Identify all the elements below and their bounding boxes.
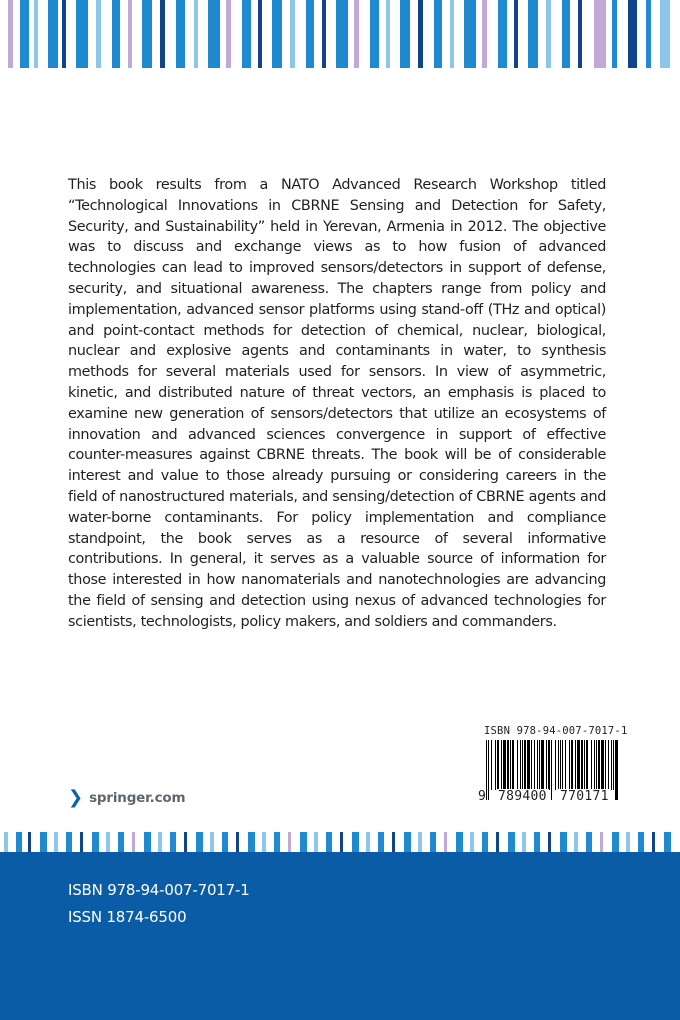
- stripe: [290, 0, 295, 68]
- barcode-bar: [527, 740, 530, 790]
- footer-issn: ISSN 1874-6500: [68, 908, 187, 926]
- stripe: [314, 832, 318, 852]
- stripe: [418, 0, 423, 68]
- stripe: [496, 832, 499, 852]
- barcode-bar: [510, 740, 511, 790]
- stripe: [4, 832, 8, 852]
- barcode-bar: [551, 740, 552, 800]
- barcode-bar: [560, 740, 561, 790]
- stripe: [62, 0, 66, 68]
- lower-stripe-band: [0, 832, 680, 852]
- stripe: [326, 832, 332, 852]
- stripe: [514, 0, 518, 68]
- barcode-bar: [575, 740, 576, 790]
- stripe: [80, 832, 83, 852]
- stripe: [418, 832, 422, 852]
- stripe: [508, 832, 515, 852]
- stripe: [258, 0, 262, 68]
- barcode-bar: [596, 740, 597, 790]
- stripe: [464, 0, 476, 68]
- stripe: [546, 0, 551, 68]
- footer-isbn: ISBN 978-94-007-7017-1: [68, 881, 250, 899]
- stripe: [272, 0, 282, 68]
- stripe: [118, 832, 124, 852]
- barcode-bar: [507, 740, 509, 790]
- stripe: [482, 0, 487, 68]
- stripe: [262, 832, 266, 852]
- stripe: [306, 0, 314, 68]
- stripe: [176, 0, 185, 68]
- stripe: [222, 832, 228, 852]
- stripe: [638, 832, 644, 852]
- stripe: [378, 832, 384, 852]
- stripe: [434, 0, 442, 68]
- stripe: [170, 832, 176, 852]
- barcode-bar: [517, 740, 518, 790]
- barcode-bar: [537, 740, 538, 790]
- stripe: [96, 0, 101, 68]
- stripe: [450, 0, 454, 68]
- stripe: [594, 0, 606, 68]
- barcode-bar: [548, 740, 550, 790]
- barcode-digit-first: 9: [478, 789, 487, 804]
- stripe: [534, 832, 540, 852]
- barcode-bar: [601, 740, 604, 790]
- stripe: [112, 0, 120, 68]
- barcode-bar: [565, 740, 566, 790]
- stripe: [528, 0, 538, 68]
- top-stripe-band: [0, 0, 680, 68]
- stripe: [612, 0, 617, 68]
- barcode-bar: [571, 740, 573, 790]
- barcode-bar: [613, 740, 614, 790]
- barcode-bar: [558, 740, 559, 790]
- barcode-bar: [546, 740, 547, 790]
- stripe: [300, 832, 307, 852]
- stripe: [16, 832, 22, 852]
- barcode-bar: [584, 740, 585, 790]
- stripe: [430, 832, 436, 852]
- stripe: [660, 0, 670, 68]
- stripe: [444, 832, 447, 852]
- stripe: [48, 0, 58, 68]
- stripe: [92, 832, 99, 852]
- stripe: [336, 0, 348, 68]
- stripe: [208, 0, 220, 68]
- stripe: [158, 832, 162, 852]
- stripe: [248, 832, 255, 852]
- barcode-bar: [488, 740, 489, 800]
- stripe: [400, 0, 410, 68]
- stripe: [28, 832, 31, 852]
- stripe: [322, 0, 326, 68]
- barcode-bar: [486, 740, 487, 800]
- stripe: [548, 832, 551, 852]
- stripe: [210, 832, 214, 852]
- stripe: [340, 832, 343, 852]
- stripe: [574, 832, 578, 852]
- barcode-bar: [611, 740, 612, 790]
- stripe: [456, 832, 463, 852]
- barcode-bar: [598, 740, 600, 790]
- barcode-bar: [522, 740, 523, 790]
- stripe: [54, 832, 58, 852]
- stripe: [144, 832, 151, 852]
- stripe: [612, 832, 619, 852]
- barcode-bar: [586, 740, 588, 790]
- publisher-link-label[interactable]: springer.com: [89, 789, 186, 806]
- stripe: [194, 0, 198, 68]
- stripe: [34, 0, 38, 68]
- stripe: [626, 832, 630, 852]
- barcode-bar: [577, 740, 580, 790]
- stripe: [498, 0, 507, 68]
- stripe: [646, 0, 651, 68]
- stripe: [160, 0, 165, 68]
- barcode-bar: [569, 740, 570, 790]
- stripe: [128, 0, 132, 68]
- stripe: [196, 832, 203, 852]
- barcode-bar: [562, 740, 563, 790]
- barcode-bar: [503, 740, 506, 790]
- stripe: [600, 832, 603, 852]
- stripe: [586, 832, 592, 852]
- barcode-bar: [594, 740, 595, 790]
- barcode-isbn-label: ISBN 978-94-007-7017-1: [484, 725, 628, 737]
- stripe: [560, 832, 567, 852]
- stripe: [226, 0, 231, 68]
- barcode-bar: [539, 740, 540, 790]
- stripe: [482, 832, 488, 852]
- stripe: [288, 832, 291, 852]
- barcode-bar: [524, 740, 526, 790]
- barcode-bar: [541, 740, 544, 790]
- barcode-bar: [512, 740, 514, 790]
- barcode-bar: [497, 740, 499, 790]
- isbn-barcode: [478, 725, 628, 809]
- barcode-bar: [520, 740, 521, 790]
- stripe: [386, 0, 390, 68]
- stripe: [20, 0, 29, 68]
- footer-band: [0, 852, 680, 1020]
- stripe: [392, 832, 395, 852]
- barcode-bars: [486, 740, 618, 796]
- barcode-bar: [605, 740, 606, 790]
- publisher-link[interactable]: [68, 787, 185, 808]
- barcode-bar: [534, 740, 535, 790]
- stripe: [242, 0, 251, 68]
- stripe: [366, 832, 370, 852]
- barcode-bar: [608, 740, 609, 790]
- barcode-bar: [501, 740, 502, 790]
- barcode-bar: [495, 740, 496, 790]
- barcode-bar: [615, 740, 618, 800]
- stripe: [352, 832, 359, 852]
- stripe: [142, 0, 152, 68]
- barcode-bar: [591, 740, 592, 790]
- stripe: [40, 832, 47, 852]
- stripe: [562, 0, 570, 68]
- stripe: [66, 832, 72, 852]
- stripe: [578, 0, 582, 68]
- barcode-bar: [555, 740, 556, 790]
- stripe: [8, 0, 13, 68]
- chevron-right-icon: ❯: [68, 787, 84, 808]
- barcode-bar: [531, 740, 532, 790]
- stripe: [628, 0, 637, 68]
- stripe: [236, 832, 239, 852]
- barcode-digits-right: 770171: [560, 789, 609, 804]
- stripe: [76, 0, 88, 68]
- stripe: [370, 0, 379, 68]
- book-description: This book results from a NATO Advanced Research Workshop titled “Technological Innovations in CBRNE Sensing and Detection for Safety, Security, and Sustainability” held in Yerevan, Armenia in 2012. The objective was to discuss and exchange views as to how fusion of advanced technologies can lead to improved sensors/detectors in support of defense, security, and situational awareness. The chapters range from policy and implementation, advanced sensor platforms using stand-off (THz and optical) and point-contact methods for detection of chemical, nuclear, biological, nuclear and explosive agents and contaminants in water, to synthesis methods for several materials used for sensors. In view of asymmetric, kinetic, and distributed nature of threat vectors, an emphasis is placed to examine new generation of sensors/detectors that utilize an ecosystems of innovation and advanced sciences convergence in support of effective counter-measures against CBRNE threats. The book will be of considerable interest and value to those already pursuing or considering careers in the field of nanostructured materials, and sensing/detection of CBRNE agents and water-borne contaminants. For policy implementation and compliance standpoint, the book serves as a resource of several informative contributions. In general, it serves as a valuable source of information for those interested in how nanomaterials and nanotechnologies are advancing the field of sensing and detection using nexus of advanced technologies for scientists, technologists, policy makers, and soldiers and commanders.: [68, 177, 606, 630]
- stripe: [106, 832, 110, 852]
- barcode-bar: [491, 740, 492, 790]
- stripe: [184, 832, 187, 852]
- stripe: [404, 832, 411, 852]
- stripe: [470, 832, 474, 852]
- stripe: [652, 832, 655, 852]
- barcode-digits-left: 789400: [498, 789, 547, 804]
- stripe: [664, 832, 671, 852]
- stripe: [522, 832, 526, 852]
- barcode-bar: [581, 740, 583, 790]
- stripe: [354, 0, 359, 68]
- stripe: [132, 832, 135, 852]
- stripe: [274, 832, 280, 852]
